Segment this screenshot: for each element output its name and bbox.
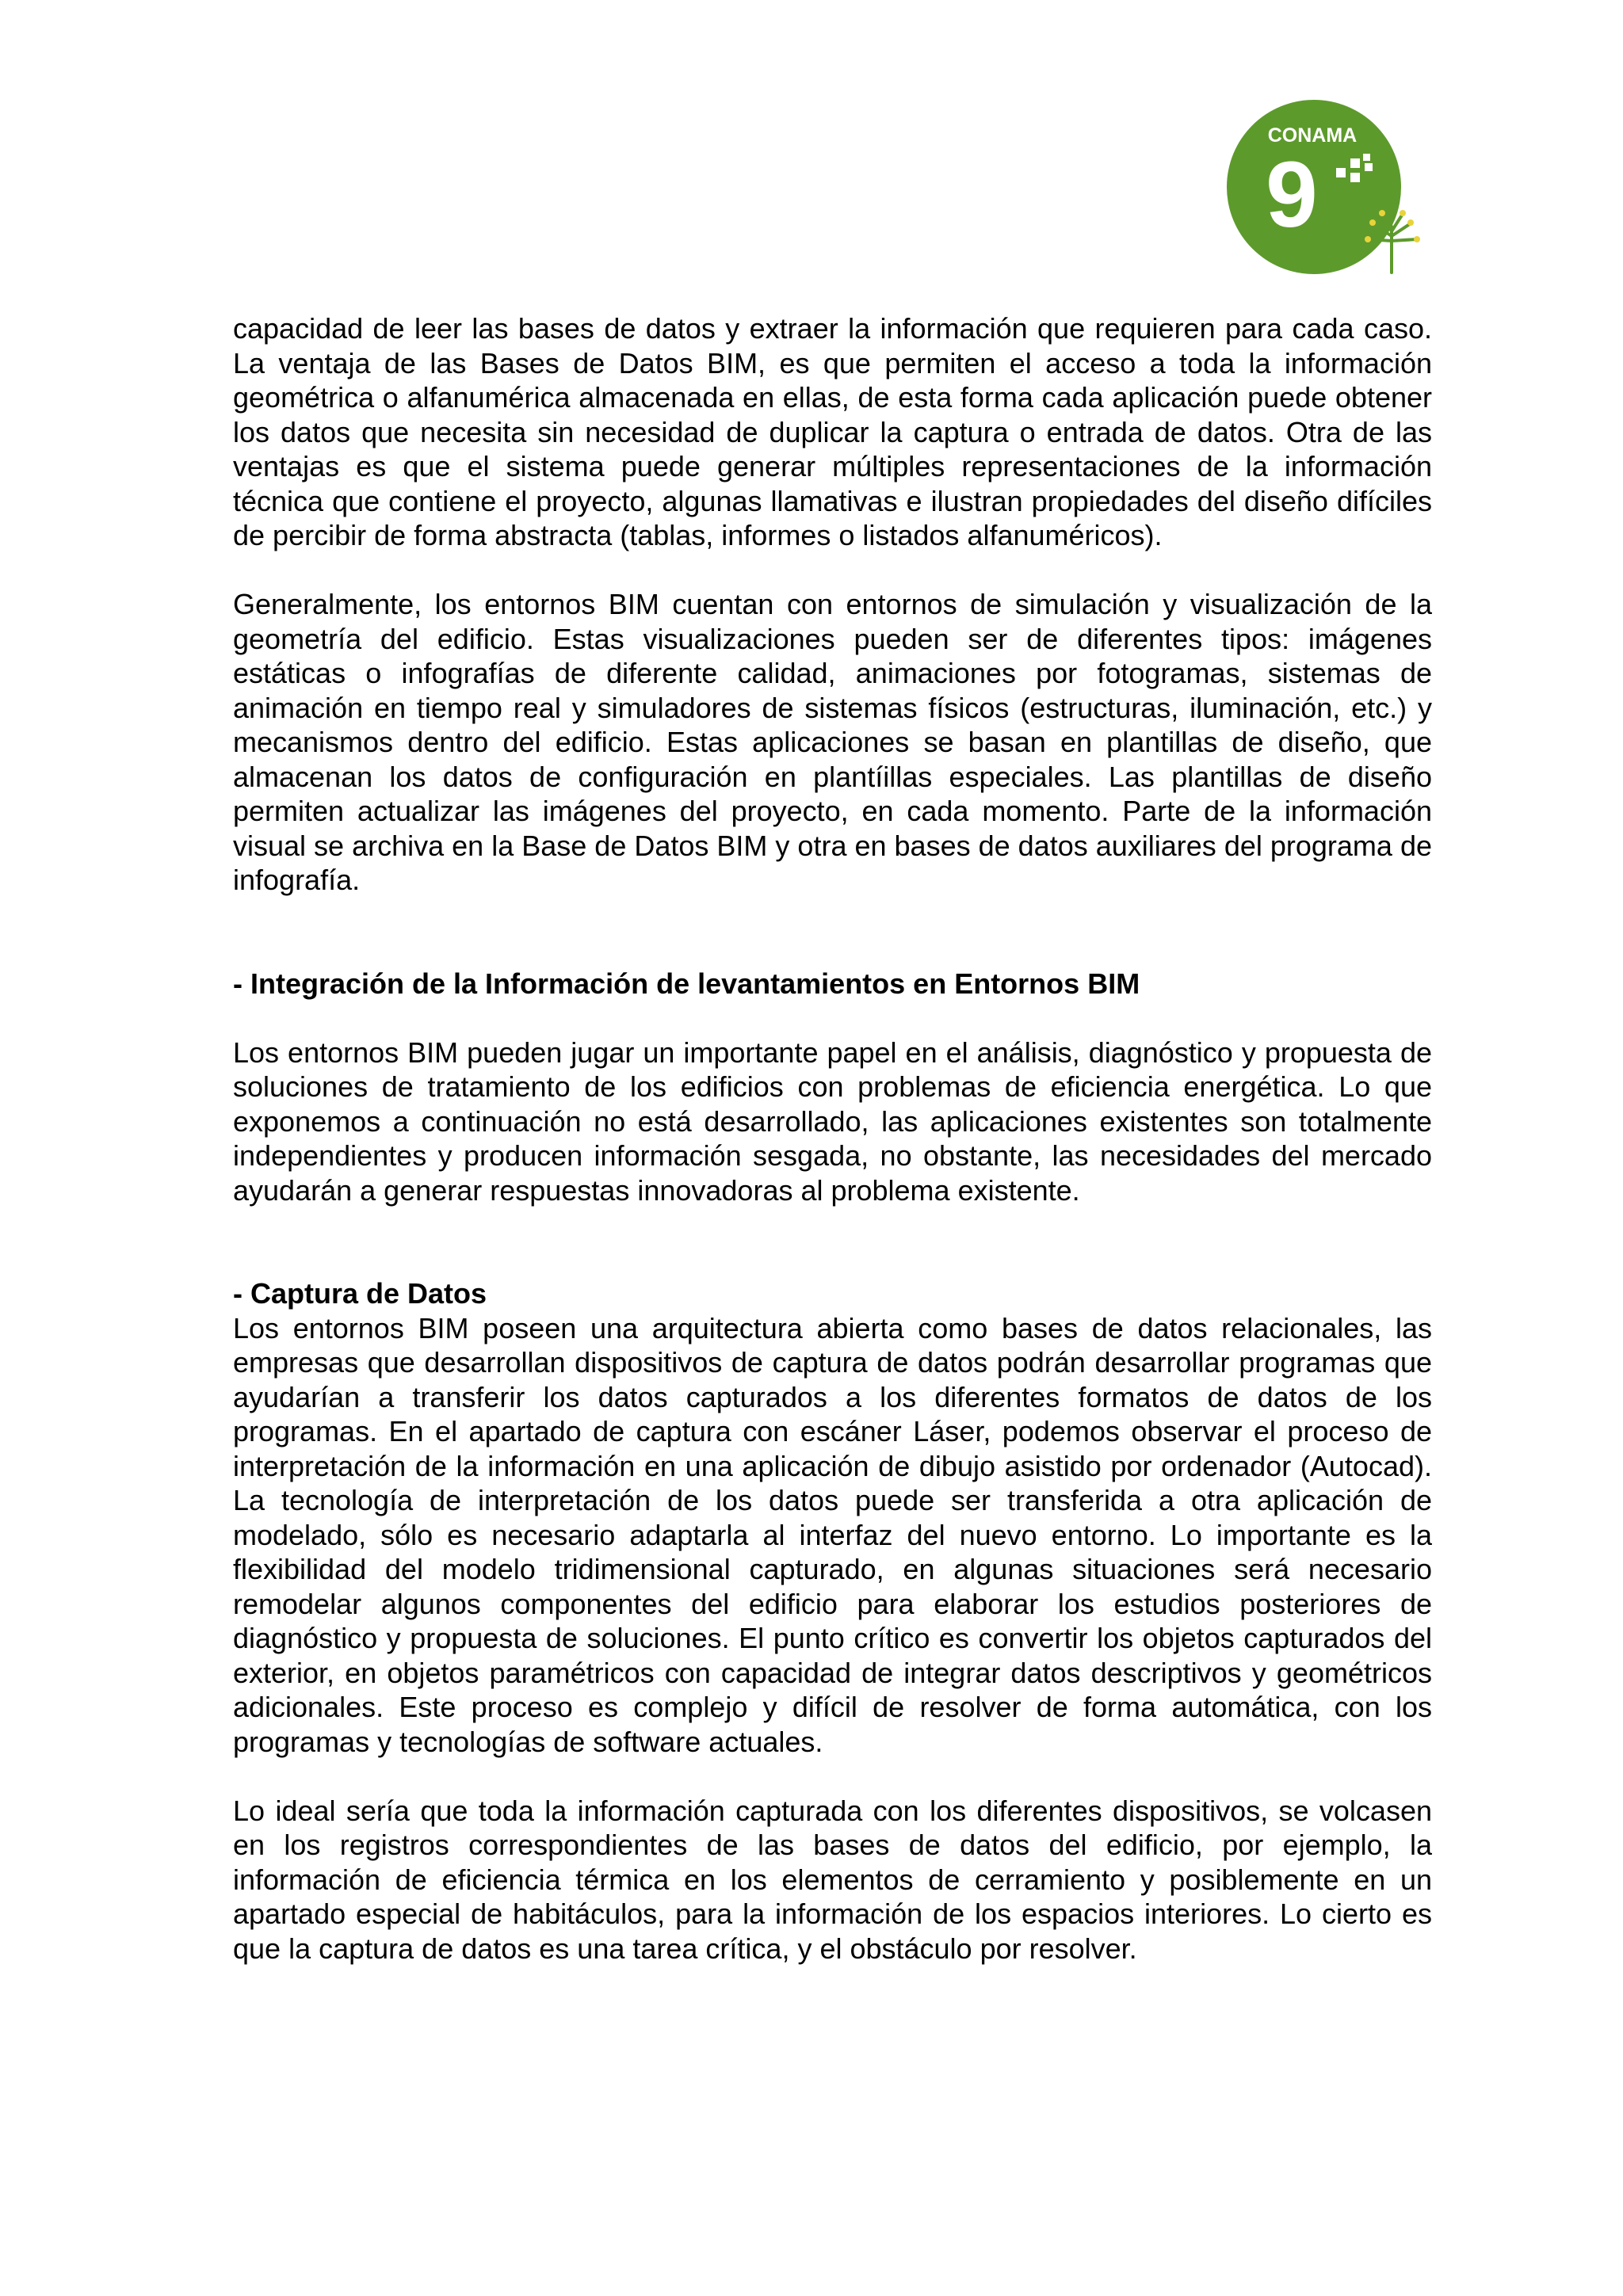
- paragraph-bim-role: Los entornos BIM pueden jugar un importante papel en el análisis, diagnóstico y propuesta de soluciones de tratamiento de los edificios con problemas de eficiencia energética. Lo que exponemos a continuación no está desarrollado, las aplicaciones existentes son totalmente independientes y producen información sesgada, no obstante, las necesidades del mercado ayudarán a generar respuestas innovadoras al problema existente.: [233, 1035, 1432, 1207]
- document-body: [233, 311, 1432, 1966]
- logo-numeral: 9: [1266, 143, 1318, 247]
- conama-logo: [1227, 100, 1441, 274]
- paragraph-data-capture: Los entornos BIM poseen una arquitectura abierta como bases de datos relacionales, las empresas que desarrollan dispositivos de captura de datos podrán desarrollar programas que ayudarían a transferir los datos capturados a los diferentes formatos de datos de los programas. En el apartado de captura con escáner Láser, podemos observar el proceso de interpretación de la información en una aplicación de dibujo asistido por ordenador (Autocad). La tecnología de interpretación de los datos puede ser transferida a otra aplicación de modelado, sólo es necesario adaptarla al interfaz del nuevo entorno. Lo importante es la flexibilidad del modelo tridimensional capturado, en algunas situaciones será necesario remodelar algunos componentes del edificio para elaborar los estudios posteriores de diagnóstico y propuesta de soluciones. El punto crítico es convertir los objetos capturados del exterior, en objetos paramétricos con capacidad de integrar datos descriptivos y geométricos adicionales. Este proceso es complejo y difícil de resolver de forma automática, con los programas y tecnologías de software actuales.: [233, 1311, 1432, 1758]
- heading-integration: - Integración de la Información de levantamientos en Entornos BIM: [233, 967, 1140, 1000]
- heading-data-capture: - Captura de Datos: [233, 1277, 487, 1310]
- paragraph-bim-databases: capacidad de leer las bases de datos y extraer la información que requieren para cada caso. La ventaja de las Bases de Datos BIM, es que permiten el acceso a toda la información geométrica o alfanumérica almacenada en ellas, de esta forma cada aplicación puede obtener los datos que necesita sin necesidad de duplicar la captura o entrada de datos. Otra de las ventajas es que el sistema puede generar múltiples representaciones de la información técnica que contiene el proyecto, algunas llamativas e ilustran propiedades del diseño difíciles de percibir de forma abstracta (tablas, informes o listados alfanuméricos).: [233, 312, 1432, 551]
- paragraph-bim-visualization: Generalmente, los entornos BIM cuentan con entornos de simulación y visualización de la geometría del edificio. Estas visualizaciones pueden ser de diferentes tipos: imágenes estáticas o infografías de diferente calidad, animaciones por fotogramas, sistemas de animación en tiempo real y simuladores de sistemas físicos (estructuras, iluminación, etc.) y mecanismos dentro del edificio. Estas aplicaciones se basan en plantillas de diseño, que almacenan los datos de configuración en plantíillas especiales. Las plantillas de diseño permiten actualizar las imágenes del proyecto, en cada momento. Parte de la información visual se archiva en la Base de Datos BIM y otra en bases de datos auxiliares del programa de infografía.: [233, 588, 1432, 896]
- paragraph-ideal-capture: Lo ideal sería que toda la información capturada con los diferentes dispositivos, se volcasen en los registros correspondientes de las bases de datos del edificio, por ejemplo, la información de eficiencia térmica en los elementos de cerramiento y posiblemente en un apartado especial de habitáculos, para la información de los espacios interiores. Lo cierto es que la captura de datos es una tarea crítica, y el obstáculo por resolver.: [233, 1794, 1432, 1965]
- logo-text: CONAMA: [1267, 124, 1358, 147]
